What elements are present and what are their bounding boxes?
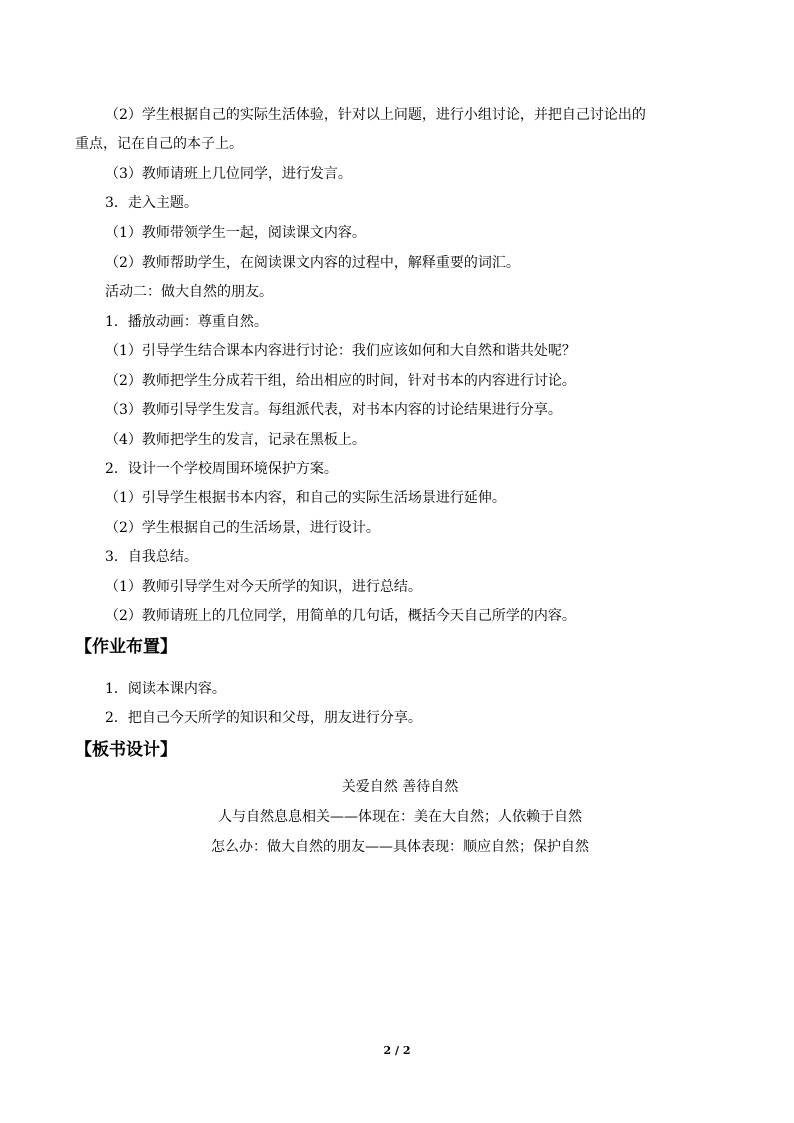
paragraph-line	[0, 369, 794, 393]
step-2-text: （2）学生根据自己的实际生活体验，针对以上问题，进行小组讨论，并把自己讨论出的	[105, 107, 646, 123]
activity-2-item-1-2: （2）教师把学生分成若干组，给出相应的时间，针对书本的内容进行讨论。	[105, 373, 576, 389]
paragraph-line	[0, 428, 794, 452]
activity-2-item-1-4: （4）教师把学生的发言，记录在黑板上。	[105, 432, 366, 448]
sub-item-2: （2）教师帮助学生，在阅读课文内容的过程中，解释重要的词汇。	[105, 255, 520, 271]
homework-item-1: 1．阅读本课内容。	[105, 681, 226, 697]
page-number: 2 / 2	[383, 1044, 411, 1057]
board-title: 关爱自然 善待自然	[341, 779, 459, 795]
activity-2-item-3: 3．自我总结。	[105, 549, 198, 565]
board-line-2: 怎么办：做大自然的朋友——具体表现：顺应自然；保护自然	[211, 839, 589, 855]
board-line-1: 人与自然息息相关——体现在：美在大自然；人依赖于自然	[218, 809, 582, 825]
paragraph-line	[0, 706, 794, 730]
item-3-enter-topic: 3．走入主题。	[105, 195, 198, 211]
activity-2-item-3-2: （2）教师请班上的几位同学，用简单的几句话，概括今天自己所学的内容。	[105, 608, 576, 624]
step-3-text: （3）教师请班上几位同学，进行发言。	[105, 166, 352, 182]
paragraph-line	[0, 103, 794, 127]
activity-2-item-3-1: （1）教师引导学生对今天所学的知识，进行总结。	[105, 579, 422, 595]
homework-item-2: 2．把自己今天所学的知识和父母，朋友进行分享。	[105, 710, 422, 726]
paragraph-line	[0, 221, 794, 245]
paragraph-line	[0, 251, 794, 275]
paragraph-line	[0, 457, 794, 481]
paragraph-line	[0, 486, 794, 510]
paragraph-line	[0, 191, 794, 215]
activity-2-item-1: 1．播放动画：尊重自然。	[105, 314, 268, 330]
step-2-text-continued: 重点，记在自己的本子上。	[75, 136, 243, 152]
paragraph-line	[0, 545, 794, 569]
sub-item-1: （1）教师带领学生一起，阅读课文内容。	[105, 225, 366, 241]
activity-2-item-2-2: （2）学生根据自己的生活场景，进行设计。	[105, 520, 380, 536]
activity-2-item-1-1: （1）引导学生结合课本内容进行讨论：我们应该如何和大自然和谐共处呢？	[105, 343, 576, 359]
paragraph-line	[0, 677, 794, 701]
paragraph-line	[0, 132, 794, 156]
paragraph-line	[0, 516, 794, 540]
paragraph-line	[0, 398, 794, 422]
paragraph-line	[0, 604, 794, 628]
paragraph-line	[0, 575, 794, 599]
paragraph-line	[0, 339, 794, 363]
activity-2-item-1-3: （3）教师引导学生发言。每组派代表，对书本内容的讨论结果进行分享。	[105, 402, 562, 418]
activity-2-item-2-1: （1）引导学生根据书本内容，和自己的实际生活场景进行延伸。	[105, 490, 506, 506]
activity-2-title: 活动二：做大自然的朋友。	[105, 284, 273, 300]
activity-2-item-2: 2．设计一个学校周围环境保护方案。	[105, 461, 338, 477]
paragraph-line	[0, 310, 794, 334]
paragraph-line	[0, 280, 794, 304]
paragraph-line	[0, 162, 794, 186]
homework-heading: 【作业布置】	[75, 637, 177, 657]
board-design-heading: 【板书设计】	[75, 740, 177, 760]
